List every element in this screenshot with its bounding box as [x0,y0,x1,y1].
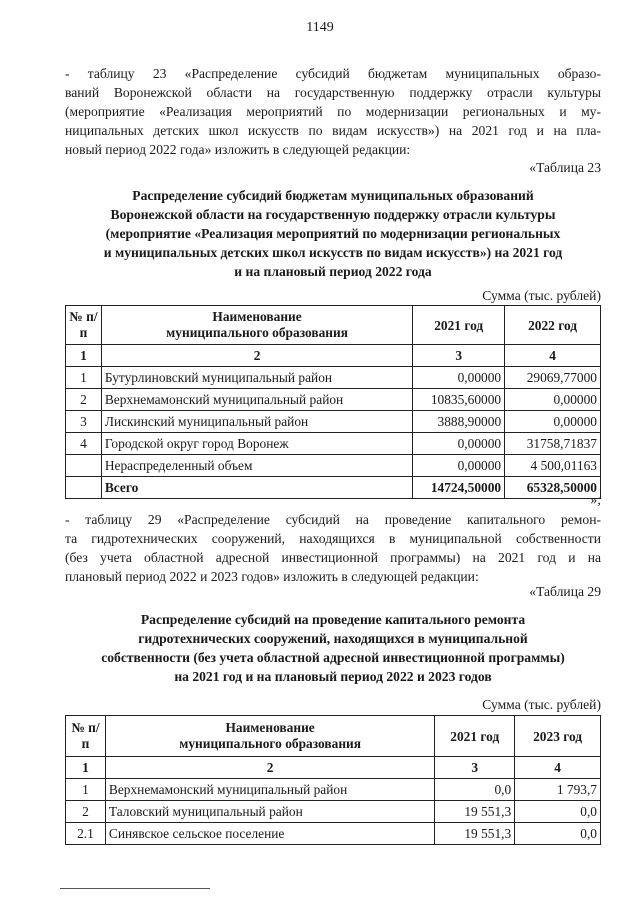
row-value-2021: 19 551,3 [435,823,515,845]
text-line: - таблицу 23 «Распределение субсидий бюджетам муниципальных образо- [65,66,601,81]
table23 [65,305,601,499]
row-value-2023: 0,0 [515,823,601,845]
header-name [105,716,434,757]
title-line: собственности (без учета областной адресной инвестиционной программы) [101,650,565,665]
row-num: 1 [66,367,102,389]
title-line: Воронежской области на государственную поддержку отрасли культуры [110,207,556,222]
intro-paragraph-table29 [65,510,601,586]
table29-unit: Сумма (тыс. рублей) [482,697,601,712]
row-value-2021: 0,00000 [413,367,505,389]
header-2021: 2021 год [413,306,505,345]
text-line: (без учета областной адресной инвестиционной программы) на 2021 год и на [65,550,601,565]
page-number: 1149 [306,20,334,35]
table-index-row [66,345,601,367]
header-num: № п/п [66,306,102,345]
total-num [66,477,102,499]
row-value-2021: 3888,90000 [413,411,505,433]
total-value-2022: 65328,50000 [505,477,601,499]
table29-title [65,610,601,686]
row-name: Верхнемамонский муниципальный район [101,389,412,411]
header-name-line1: Наименование [212,309,302,324]
index-cell: 3 [435,757,515,779]
text-line: ниципальных детских школ искусств по видам искусств») на 2021 год и на пла- [65,123,601,138]
total-value-2021: 14724,50000 [413,477,505,499]
row-value-2021: 19 551,3 [435,801,515,823]
row-num [66,455,102,477]
table23-reference: «Таблица 23 [529,160,601,175]
header-2023: 2023 год [515,716,601,757]
table23-unit: Сумма (тыс. рублей) [482,288,601,303]
row-value-2021: 0,00000 [413,455,505,477]
row-value-2021: 0,00000 [413,433,505,455]
row-value-2021: 10835,60000 [413,389,505,411]
row-value-2022: 0,00000 [505,411,601,433]
row-name: Нераспределенный объем [101,455,412,477]
table23-title [65,186,601,281]
row-name: Таловский муниципальный район [105,801,434,823]
title-line: Распределение субсидий на проведение капитального ремонта [140,612,526,627]
text-line: (мероприятие «Реализация мероприятий по модернизации региональных и му- [65,104,601,119]
table-row [66,455,601,477]
row-name: Синявское сельское поселение [105,823,434,845]
index-cell: 3 [413,345,505,367]
row-num: 2.1 [66,823,106,845]
title-line: на 2021 год и на плановый период 2022 и 2023 годов [174,669,492,684]
row-name: Лискинский муниципальный район [101,411,412,433]
row-value-2022: 4 500,01163 [505,455,601,477]
intro-paragraph-table23 [65,64,601,159]
table-header-row [66,716,601,757]
row-value-2021: 0,0 [435,779,515,801]
footnote-rule [60,888,210,889]
title-line: и на плановый период 2022 года [234,264,432,279]
table23-closing: »; [590,492,601,507]
index-cell: 2 [105,757,434,779]
row-name: Верхнемамонский муниципальный район [105,779,434,801]
text-line: ваний Воронежской области на государственную поддержку отрасли культуры [65,85,601,100]
index-cell: 4 [505,345,601,367]
row-num: 4 [66,433,102,455]
title-line: и муниципальных детских школ искусств по видам искусств») на 2021 год [103,245,563,260]
header-name-line1: Наименование [225,720,315,735]
table-row [66,411,601,433]
text-line: новый период 2022 года» изложить в следующей редакции: [65,142,411,157]
table29 [65,715,601,845]
table-header-row [66,306,601,345]
row-value-2023: 0,0 [515,801,601,823]
title-line: (мероприятие «Реализация мероприятий по модернизации региональных [105,226,561,241]
text-line: плановый период 2022 и 2023 годов» изложить в следующей редакции: [65,569,479,584]
header-2021: 2021 год [435,716,515,757]
header-name [101,306,412,345]
header-2022: 2022 год [505,306,601,345]
index-cell: 1 [66,757,106,779]
row-value-2022: 0,00000 [505,389,601,411]
row-num: 2 [66,389,102,411]
header-name-line2: муниципального образования [166,325,348,340]
table-row [66,367,601,389]
table-total-row [66,477,601,499]
row-name: Городской округ город Воронеж [101,433,412,455]
table-row [66,779,601,801]
row-value-2022: 29069,77000 [505,367,601,389]
row-value-2022: 31758,71837 [505,433,601,455]
title-line: Распределение субсидий бюджетам муниципальных образований [132,188,534,203]
row-num: 2 [66,801,106,823]
index-cell: 4 [515,757,601,779]
text-line: - таблицу 29 «Распределение субсидий на проведение капитального ремон- [65,512,601,527]
table-row [66,823,601,845]
title-line: гидротехнических сооружений, находящихся в муниципальной [138,631,528,646]
total-label: Всего [101,477,412,499]
table29-reference: «Таблица 29 [529,584,601,599]
row-num: 1 [66,779,106,801]
text-line: та гидротехнических сооружений, находящихся в муниципальной собственности [65,531,601,546]
index-cell: 1 [66,345,102,367]
table-row [66,389,601,411]
row-value-2023: 1 793,7 [515,779,601,801]
header-num: № п/п [66,716,106,757]
table-index-row [66,757,601,779]
header-name-line2: муниципального образования [179,736,362,751]
index-cell: 2 [101,345,412,367]
row-num: 3 [66,411,102,433]
table-row [66,801,601,823]
row-name: Бутурлиновский муниципальный район [101,367,412,389]
table-row [66,433,601,455]
